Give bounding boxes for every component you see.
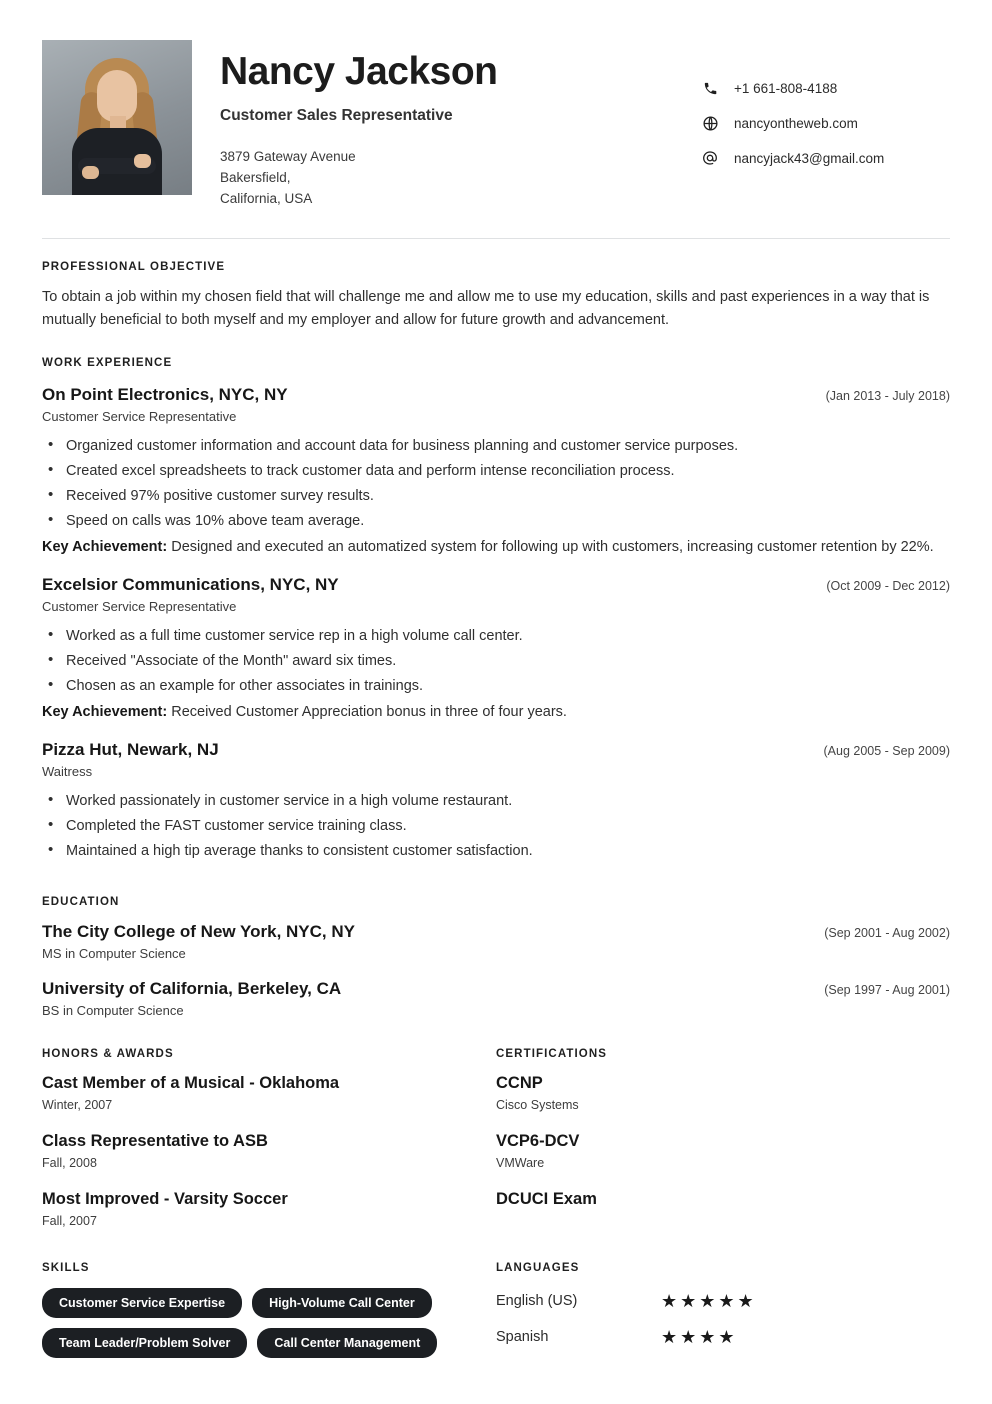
certification-title: CCNP (496, 1073, 543, 1092)
list-item: • Chosen as an example for other associates in trainings. (42, 675, 950, 697)
certification-title: DCUCI Exam (496, 1189, 597, 1208)
work-item (42, 575, 950, 724)
header-divider (42, 238, 950, 239)
list-item: • Worked passionately in customer service in a high volume restaurant. (42, 790, 950, 812)
phone-icon (700, 78, 720, 98)
globe-icon (700, 113, 720, 133)
work-key-achievement (42, 536, 950, 559)
job-role-subtitle: Customer Sales Representative (220, 106, 453, 124)
section-title-work: WORK EXPERIENCE (42, 356, 173, 369)
website-value[interactable]: nancyontheweb.com (734, 115, 858, 131)
section-title-certifications: CERTIFICATIONS (496, 1047, 608, 1060)
language-item (496, 1292, 920, 1310)
address-line-2: Bakersfield, (220, 169, 291, 185)
star-rating-icon: ★★★★ (661, 1326, 738, 1347)
honor-title: Cast Member of a Musical - Oklahoma (42, 1073, 340, 1092)
list-item: • Received 97% positive customer survey results. (42, 485, 950, 507)
work-date: (Jan 2013 - July 2018) (825, 388, 950, 403)
work-item (42, 740, 950, 862)
at-email-icon (700, 148, 720, 168)
work-position: Customer Service Representative (42, 598, 237, 614)
honor-item (42, 1074, 466, 1112)
address-block (220, 147, 700, 210)
key-achievement-label: Key Achievement: (42, 538, 168, 555)
honors-certifications-row (42, 1048, 950, 1228)
section-professional-objective (42, 261, 950, 333)
star-rating-icon: ★★★★★ (661, 1290, 757, 1311)
status-badge: Team Leader/Problem Solver (42, 1328, 247, 1358)
certification-item (496, 1074, 920, 1112)
language-name: Spanish (496, 1328, 549, 1345)
contact-row-phone (700, 78, 950, 98)
work-company: Pizza Hut, Newark, NJ (42, 739, 219, 759)
key-achievement-label: Key Achievement: (42, 703, 168, 720)
resume-header (42, 40, 950, 210)
education-school: University of California, Berkeley, CA (42, 978, 342, 998)
address-line-3: California, USA (220, 190, 313, 206)
phone-value[interactable]: +1 661-808-4188 (734, 80, 838, 96)
education-item (42, 922, 950, 961)
work-date: (Aug 2005 - Sep 2009) (823, 743, 950, 758)
education-date: (Sep 1997 - Aug 2001) (824, 982, 950, 997)
list-item: • Organized customer information and account data for business planning and customer service purposes. (42, 435, 950, 457)
work-position: Customer Service Representative (42, 408, 237, 424)
contact-row-email (700, 148, 950, 168)
section-certifications (496, 1048, 950, 1228)
section-languages (496, 1262, 950, 1358)
section-work-experience (42, 357, 950, 862)
list-item: • Completed the FAST customer service training class. (42, 815, 950, 837)
status-badge: Customer Service Expertise (42, 1288, 242, 1318)
status-badge: Call Center Management (257, 1328, 437, 1358)
email-value[interactable]: nancyjack43@gmail.com (734, 150, 885, 166)
certification-item (496, 1190, 920, 1209)
certification-title: VCP6-DCV (496, 1131, 580, 1150)
language-item (496, 1328, 920, 1346)
avatar (42, 40, 192, 195)
section-skills (42, 1262, 496, 1358)
education-degree: BS in Computer Science (42, 1002, 184, 1018)
honor-date: Winter, 2007 (42, 1097, 113, 1112)
skill-chip-list (42, 1288, 466, 1358)
section-title-honors: HONORS & AWARDS (42, 1047, 174, 1060)
section-education (42, 896, 950, 1018)
section-honors-awards (42, 1048, 496, 1228)
certification-issuer: Cisco Systems (496, 1097, 579, 1112)
honor-title: Class Representative to ASB (42, 1131, 268, 1150)
key-achievement-text: Designed and executed an automatized system for following up with customers, increasing customer retention by 22%. (171, 538, 934, 555)
section-title-languages: LANGUAGES (496, 1261, 580, 1274)
header-identity (192, 40, 700, 210)
work-bullets (42, 625, 950, 697)
section-title-education: EDUCATION (42, 895, 120, 908)
list-item: • Speed on calls was 10% above team average. (42, 510, 950, 532)
list-item: • Received "Associate of the Month" award six times. (42, 650, 950, 672)
honor-title: Most Improved - Varsity Soccer (42, 1189, 288, 1208)
work-company: On Point Electronics, NYC, NY (42, 384, 288, 404)
page-title: Nancy Jackson (220, 50, 498, 93)
work-bullets (42, 790, 950, 862)
objective-text: To obtain a job within my chosen field that will challenge me and allow me to use my education, skills and past experiences in a way that is mutually beneficial to both myself and my employer and allow for future growth and advancement. (42, 288, 930, 329)
contact-list (700, 40, 950, 183)
language-name: English (US) (496, 1292, 578, 1309)
key-achievement-text: Received Customer Appreciation bonus in three of four years. (171, 703, 567, 720)
list-item: • Worked as a full time customer service rep in a high volume call center. (42, 625, 950, 647)
work-bullets (42, 435, 950, 532)
list-item: • Maintained a high tip average thanks to consistent customer satisfaction. (42, 840, 950, 862)
contact-row-website (700, 113, 950, 133)
education-item (42, 979, 950, 1018)
honor-date: Fall, 2007 (42, 1213, 97, 1228)
work-key-achievement (42, 701, 950, 724)
honor-item (42, 1132, 466, 1170)
address-line-1: 3879 Gateway Avenue (220, 148, 356, 164)
education-degree: MS in Computer Science (42, 945, 186, 961)
honor-item (42, 1190, 466, 1228)
skills-languages-row (42, 1262, 950, 1358)
work-item (42, 385, 950, 559)
work-date: (Oct 2009 - Dec 2012) (826, 578, 950, 593)
certification-item (496, 1132, 920, 1170)
certification-issuer: VMWare (496, 1155, 545, 1170)
section-title-objective: PROFESSIONAL OBJECTIVE (42, 260, 226, 273)
list-item: • Created excel spreadsheets to track customer data and perform intense reconciliation process. (42, 460, 950, 482)
work-position: Waitress (42, 763, 93, 779)
section-title-skills: SKILLS (42, 1261, 90, 1274)
education-date: (Sep 2001 - Aug 2002) (824, 925, 950, 940)
honor-date: Fall, 2008 (42, 1155, 97, 1170)
education-school: The City College of New York, NYC, NY (42, 921, 355, 941)
status-badge: High-Volume Call Center (252, 1288, 432, 1318)
work-company: Excelsior Communications, NYC, NY (42, 574, 339, 594)
